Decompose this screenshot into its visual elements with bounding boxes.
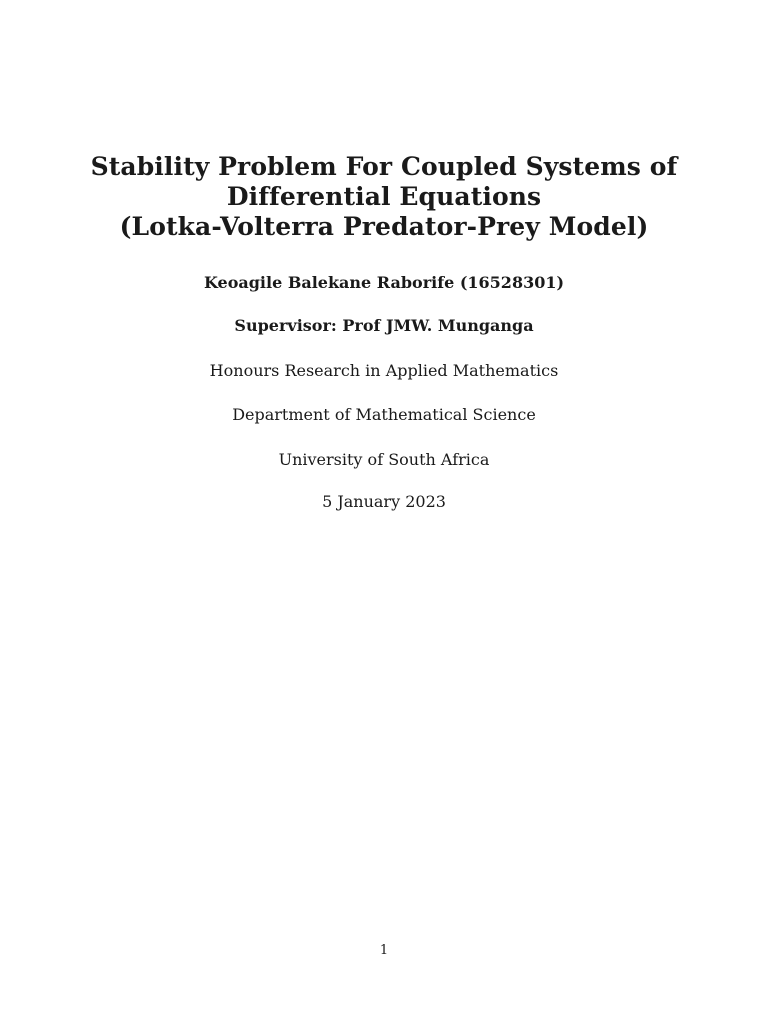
title-line-3: (Lotka-Volterra Predator-Prey Model) xyxy=(119,212,649,241)
university-line: University of South Africa xyxy=(278,450,490,469)
author-line: Keoagile Balekane Raborife (16528301) xyxy=(203,273,565,292)
title-line-2: Differential Equations xyxy=(226,182,542,211)
program-line: Honours Research in Applied Mathematics xyxy=(209,361,559,380)
title-line-1: Stability Problem For Coupled Systems of xyxy=(90,152,678,181)
supervisor-line: Supervisor: Prof JMW. Munganga xyxy=(234,316,534,335)
date-line: 5 January 2023 xyxy=(322,492,446,511)
department-line: Department of Mathematical Science xyxy=(232,405,536,424)
page-number: 1 xyxy=(379,943,389,958)
document-title xyxy=(0,152,768,242)
